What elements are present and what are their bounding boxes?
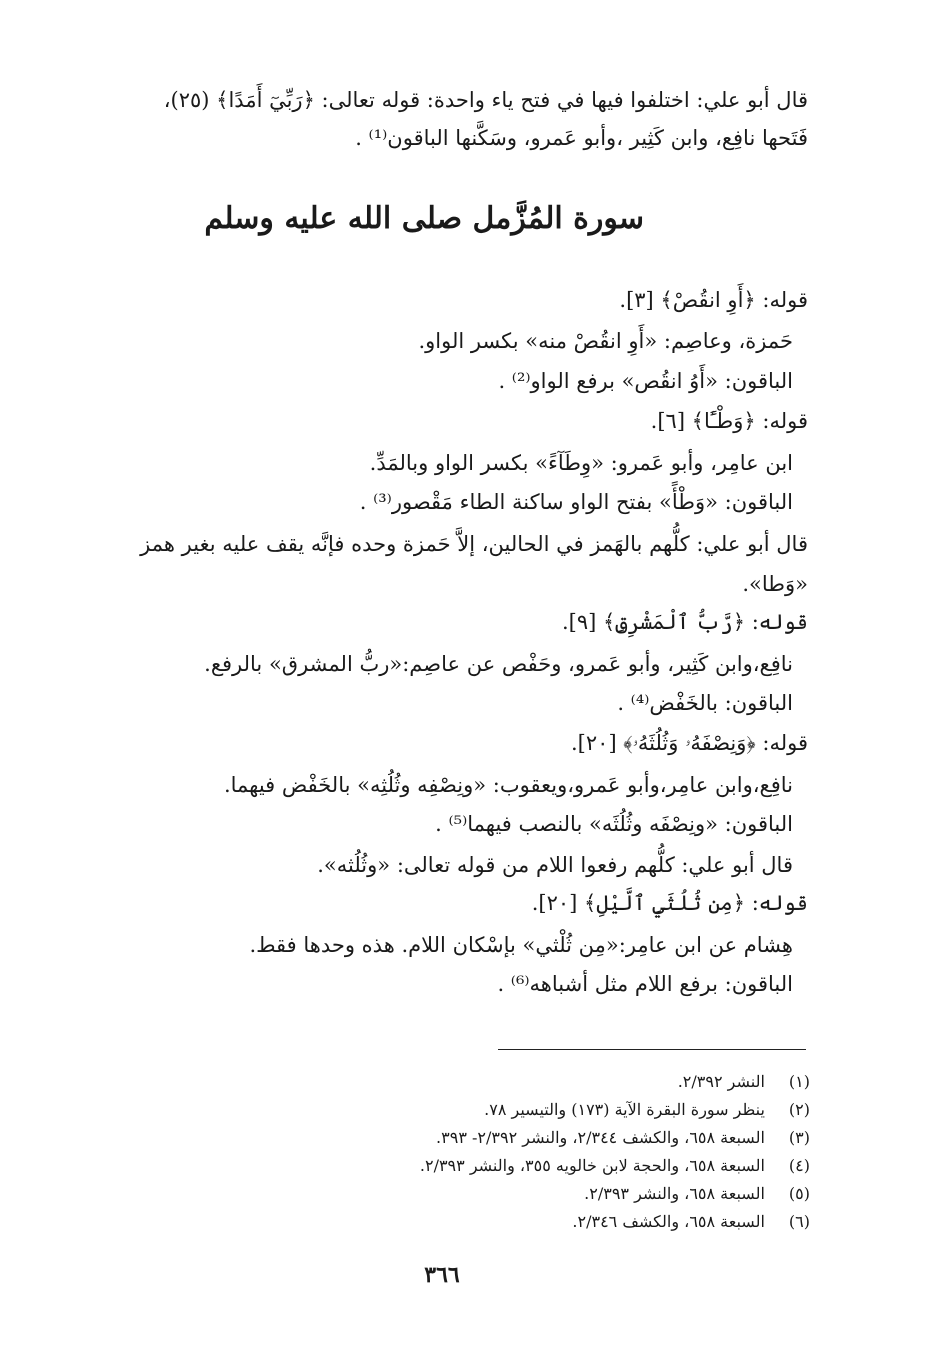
footnote-number: (٥) bbox=[788, 1184, 810, 1203]
footnote-separator bbox=[498, 1049, 806, 1050]
footnote-text: السبعة ٦٥٨، والكشف ٢/٣٤٦. bbox=[572, 1212, 765, 1231]
footnote-text: السبعة ٦٥٨، والحجة لابن خالويه ٣٥٥، والنشر ٢/٣٩٣. bbox=[419, 1156, 765, 1175]
footnote-number: (١) bbox=[788, 1072, 810, 1091]
footnote-number: (٣) bbox=[788, 1128, 810, 1147]
body-line: نافِع،وابن كَثِير، وأبو عَمرو، وحَفْص عن عاصِم:«ربُّ المشرق» بالرفع. bbox=[204, 652, 793, 676]
footnote-text: السبعة ٦٥٨، والكشف ٢/٣٤٤، والنشر ٢/٣٩٢- ٣٩٣. bbox=[436, 1128, 765, 1147]
footnote-text: ينظر سورة البقرة الآية (١٧٣) والتيسير ٧٨. bbox=[484, 1100, 765, 1119]
body-line: الباقون: بالخَفْض⁽⁴⁾ . bbox=[617, 691, 793, 715]
footnote bbox=[420, 1152, 810, 1180]
body-line: هِشام عن ابن عامِر:«مِن ثُلْثي» بإسْكان اللام. هذه وحدها فقط. bbox=[249, 933, 793, 957]
body-line: نافِع،وابن عامِر،وأبو عَمرو،ويعقوب: «ونِصْفِه وثُلُثِه» بالخَفْض فيهما. bbox=[223, 773, 793, 797]
intro-line-2: فَتَحها نافِع، وابن كَثِير ،وأبو عَمرو، وسَكَّنها الباقون⁽¹⁾ . bbox=[355, 126, 808, 150]
body-line: الباقون: «ونِصْفَه وثُلُثَه» بالنصب فيهما⁽⁵⁾ . bbox=[435, 812, 793, 836]
footnote bbox=[484, 1096, 810, 1124]
intro-line-1: قال أبو علي: اختلفوا فيها في فتح ياء واحدة: قوله تعالى: ﴿رَبِّيٓ أَمَدًا﴾ (٢٥)، bbox=[163, 88, 808, 112]
body-line: ابن عامِر، وأبو عَمرو: «وِطَآءً» بكسر الواو وبالمَدِّ. bbox=[369, 451, 793, 475]
surah-title: سورة المُزَّمل صلى الله عليه وسلم bbox=[204, 201, 644, 236]
footnote bbox=[436, 1124, 810, 1152]
body-line: قوله: ﴿مِن ثُلُثَيِ ٱلَّيْلِ﴾ [٢٠]. bbox=[531, 891, 808, 915]
body-line: قوله: ﴿رَّبُّ ٱلْمَشْرِقِ﴾ [٩]. bbox=[561, 610, 808, 634]
body-line: الباقون: «أَوُ انقُص» برفع الواو⁽²⁾ . bbox=[498, 369, 793, 393]
page-number: ٣٦٦ bbox=[424, 1262, 460, 1288]
body-line: قوله: ﴿أَوِ انقُصْ﴾ [٣]. bbox=[619, 288, 808, 312]
body-line: قوله: ﴿وَنِصْفَهُۥ وَثُلُثَهُۥ﴾ [٢٠]. bbox=[571, 731, 808, 755]
body-line: قوله: ﴿وَطْـًٔا﴾ [٦]. bbox=[650, 409, 808, 433]
body-line: «وَطا». bbox=[742, 572, 808, 596]
footnote-text: السبعة ٦٥٨، والنشر ٢/٣٩٣. bbox=[584, 1184, 765, 1203]
footnote-text: النشر ٢/٣٩٢. bbox=[677, 1072, 765, 1091]
footnote bbox=[584, 1180, 810, 1208]
footnote-number: (٤) bbox=[788, 1156, 810, 1175]
footnote-number: (٦) bbox=[788, 1212, 810, 1231]
footnote bbox=[572, 1208, 810, 1236]
body-line: قال أبو علي: كلُّهم بالهَمز في الحالين، إلاَّ حَمزة وحده فإنَّه يقف عليه بغير همز bbox=[140, 532, 808, 556]
footnote-number: (٢) bbox=[788, 1100, 810, 1119]
body-line: حَمزة، وعاصِم: «أَوِ انقُصْ منه» بكسر الواو. bbox=[418, 329, 793, 353]
body-line: الباقون: «وَطْأً» بفتح الواو ساكنة الطاء مَقْصور⁽³⁾ . bbox=[359, 490, 793, 514]
body-line: قال أبو علي: كلُّهم رفعوا اللام من قوله تعالى: «وثُلُثه». bbox=[317, 853, 793, 877]
body-line: الباقون: برفع اللام مثل أشباهه⁽⁶⁾ . bbox=[497, 972, 793, 996]
footnote bbox=[678, 1068, 810, 1096]
